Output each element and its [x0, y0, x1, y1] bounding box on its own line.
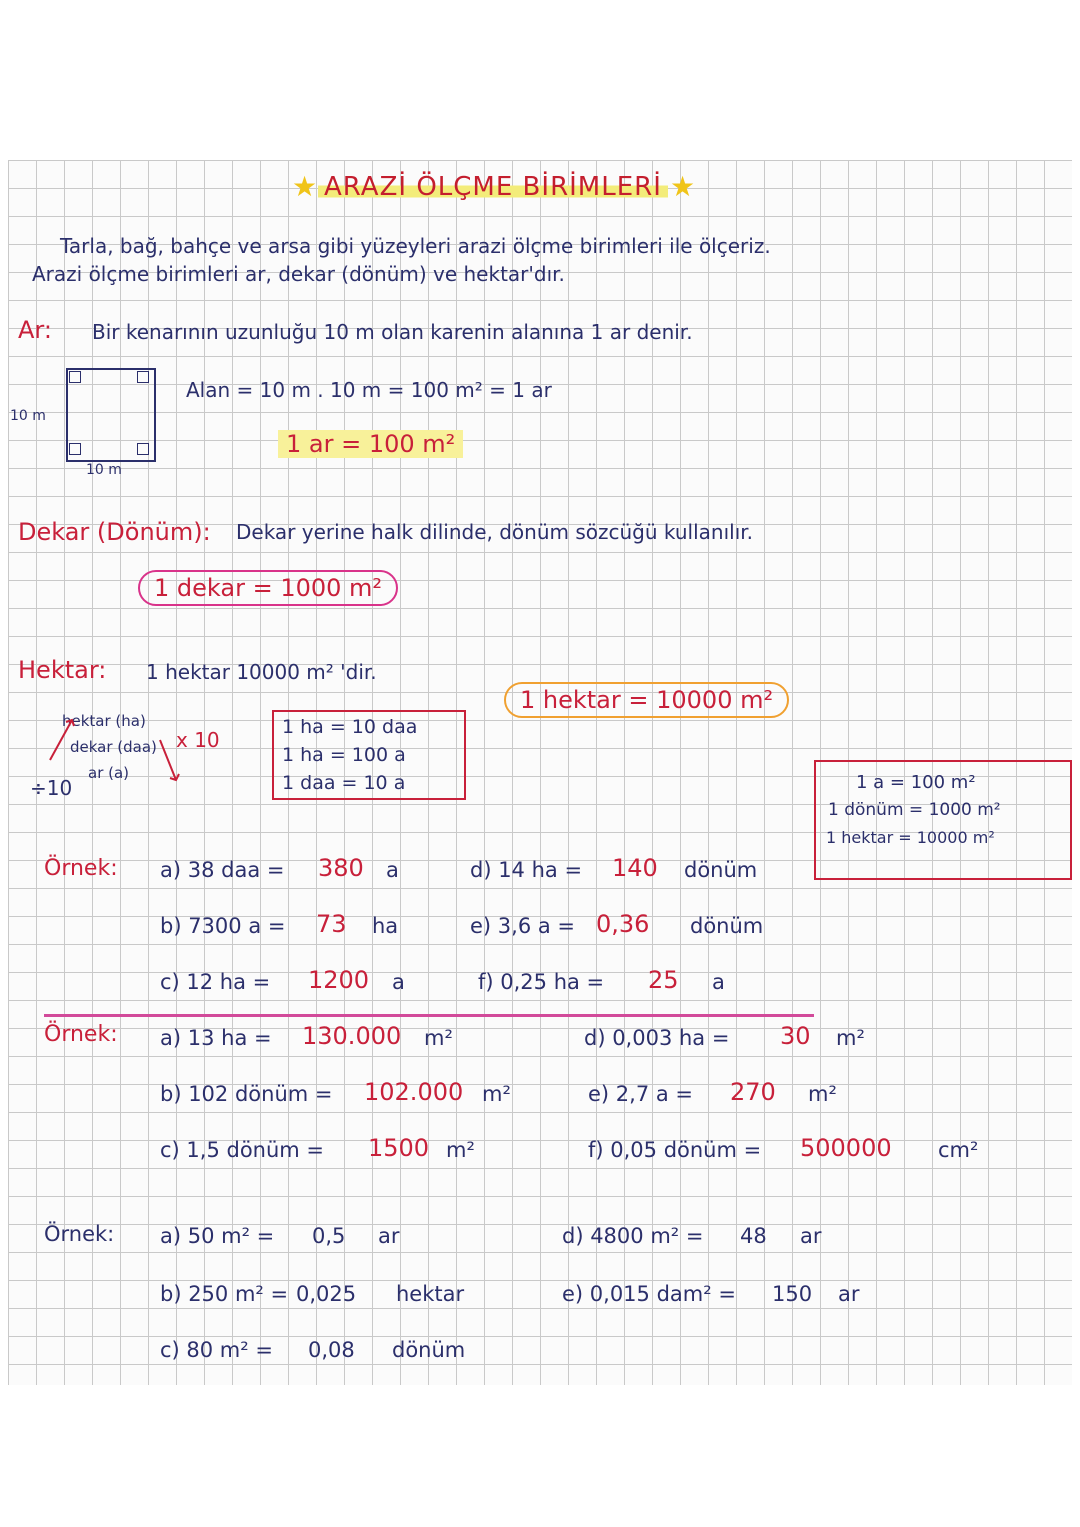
example-answer: 0,025 [296, 1282, 357, 1306]
right-angle-mark [137, 371, 149, 383]
example-question: c) 12 ha = [160, 970, 271, 994]
ar-definition: Bir kenarının uzunluğu 10 m olan karenin alanına 1 ar denir. [92, 320, 693, 344]
conversion-item: 1 daa = 10 a [282, 772, 406, 794]
hektar-heading: Hektar: [18, 656, 107, 684]
example-label: Örnek: [44, 1022, 118, 1047]
example-unit: hektar [396, 1282, 465, 1306]
example-unit: m² [836, 1026, 865, 1050]
example-question: c) 1,5 dönüm = [160, 1138, 325, 1162]
example-unit: dönüm [690, 914, 764, 938]
example-label: Örnek: [44, 1222, 115, 1246]
example-question: d) 0,003 ha = [584, 1026, 730, 1050]
example-answer: 270 [730, 1078, 776, 1106]
example-question: e) 0,015 dam² = [562, 1282, 736, 1306]
example-unit: dönüm [392, 1338, 466, 1362]
example-question: a) 50 m² = [160, 1224, 275, 1248]
example-unit: ha [372, 914, 399, 938]
example-answer: 500000 [800, 1134, 892, 1162]
example-answer: 1500 [368, 1134, 430, 1162]
example-unit: a [712, 970, 725, 994]
right-angle-mark [69, 443, 81, 455]
right-angle-mark [69, 371, 81, 383]
dekar-heading: Dekar (Dönüm): [18, 518, 211, 546]
example-question: f) 0,05 dönüm = [588, 1138, 762, 1162]
intro-line-2: Arazi ölçme birimleri ar, dekar (dönüm) ve hektar'dır. [32, 262, 565, 286]
side-label-bottom: 10 m [86, 462, 122, 478]
example-question: e) 2,7 a = [588, 1082, 693, 1106]
example-question: a) 38 daa = [160, 858, 285, 882]
conversion-item: 1 ha = 10 daa [282, 716, 418, 738]
example-answer: 130.000 [302, 1022, 402, 1050]
example-answer: 73 [316, 910, 347, 938]
example-question: b) 102 dönüm = [160, 1082, 333, 1106]
example-unit: ar [800, 1224, 822, 1248]
example-answer: 0,08 [308, 1338, 355, 1362]
star-icon: ★ [292, 170, 318, 203]
example-answer: 102.000 [364, 1078, 464, 1106]
example-answer: 25 [648, 966, 679, 994]
multiply-label: x 10 [176, 728, 220, 752]
example-question: f) 0,25 ha = [478, 970, 605, 994]
example-unit: dönüm [684, 858, 758, 882]
summary-item: 1 hektar = 10000 m² [826, 828, 995, 847]
example-question: e) 3,6 a = [470, 914, 575, 938]
example-answer: 30 [780, 1022, 811, 1050]
dekar-highlight: 1 dekar = 1000 m² [138, 570, 398, 606]
ar-heading: Ar: [18, 316, 52, 344]
example-unit: m² [424, 1026, 453, 1050]
example-question: d) 14 ha = [470, 858, 583, 882]
ladder-ar: ar (a) [88, 764, 130, 782]
example-question: b) 250 m² = [160, 1282, 289, 1306]
example-unit: ar [378, 1224, 400, 1248]
example-unit: cm² [938, 1138, 979, 1162]
example-answer: 1200 [308, 966, 370, 994]
hektar-definition: 1 hektar 10000 m² 'dir. [146, 660, 377, 684]
page-title: ARAZİ ÖLÇME BİRİMLERİ [318, 172, 668, 202]
side-label-left: 10 m [10, 408, 46, 424]
divider-line [44, 1014, 814, 1017]
example-answer: 0,5 [312, 1224, 346, 1248]
example-question: d) 4800 m² = [562, 1224, 704, 1248]
intro-line-1: Tarla, bağ, bahçe ve arsa gibi yüzeyleri arazi ölçme birimleri ile ölçeriz. [60, 234, 771, 258]
example-answer: 140 [612, 854, 658, 882]
example-unit: a [386, 858, 399, 882]
example-question: a) 13 ha = [160, 1026, 272, 1050]
example-label: Örnek: [44, 856, 118, 881]
example-answer: 0,36 [596, 910, 650, 938]
example-answer: 380 [318, 854, 364, 882]
divide-label: ÷10 [30, 776, 73, 800]
example-unit: m² [482, 1082, 511, 1106]
example-unit: ar [838, 1282, 860, 1306]
star-icon: ★ [670, 170, 696, 203]
example-question: c) 80 m² = [160, 1338, 273, 1362]
ladder-arrows [30, 700, 200, 810]
example-answer: 150 [772, 1282, 813, 1306]
summary-item: 1 dönüm = 1000 m² [828, 800, 1001, 820]
example-answer: 48 [740, 1224, 767, 1248]
example-question: b) 7300 a = [160, 914, 286, 938]
dekar-definition: Dekar yerine halk dilinde, dönüm sözcüğü kullanılır. [236, 520, 753, 544]
example-unit: m² [446, 1138, 475, 1162]
right-angle-mark [137, 443, 149, 455]
summary-item: 1 a = 100 m² [856, 772, 976, 793]
ladder-hektar: hektar (ha) [62, 712, 146, 730]
ar-highlight: 1 ar = 100 m² [278, 430, 463, 458]
example-unit: m² [808, 1082, 837, 1106]
hektar-highlight: 1 hektar = 10000 m² [504, 682, 789, 718]
conversion-item: 1 ha = 100 a [282, 744, 406, 766]
example-unit: a [392, 970, 405, 994]
ladder-dekar: dekar (daa) [70, 738, 157, 756]
area-formula: Alan = 10 m . 10 m = 100 m² = 1 ar [186, 378, 552, 402]
